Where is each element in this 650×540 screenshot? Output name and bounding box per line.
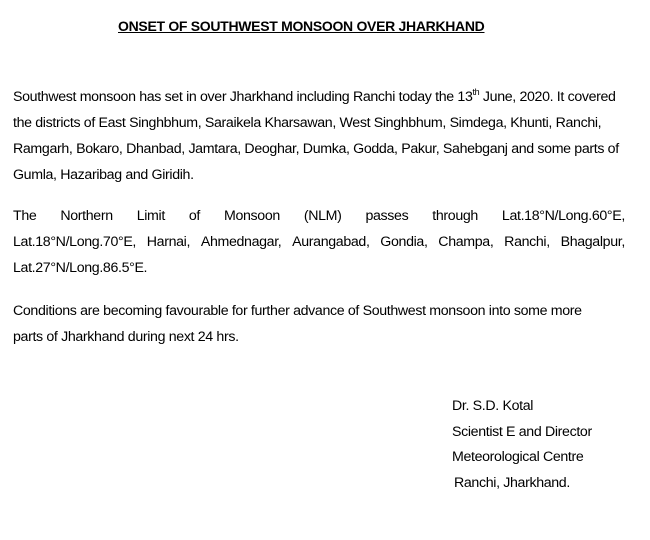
signature-block — [452, 394, 592, 496]
word: Aurangabad, — [292, 234, 370, 250]
text-segment: Southwest monsoon has set in over Jharkhand including Ranchi today the 13 — [13, 89, 473, 105]
word: Northern — [60, 208, 113, 224]
word: Harnai, — [146, 234, 191, 250]
word: Limit — [136, 208, 165, 224]
word: passes — [365, 208, 409, 224]
signatory-office: Meteorological Centre — [452, 449, 584, 465]
word: Lat.18°N/Long.70°E, — [13, 234, 137, 250]
word: Bhagalpur, — [560, 234, 625, 250]
word: Ranchi, — [504, 234, 550, 250]
word: Champa, — [438, 234, 494, 250]
text-segment: June, 2020. It covered — [479, 89, 616, 105]
word: of — [188, 208, 201, 224]
signatory-name: Dr. S.D. Kotal — [452, 398, 534, 414]
paragraph-line: parts of Jharkhand during next 24 hrs. — [13, 329, 239, 345]
word: The — [13, 208, 37, 224]
paragraph-conditions — [13, 298, 625, 350]
superscript: th — [472, 87, 480, 97]
paragraph-line: Ramgarh, Bokaro, Dhanbad, Jamtara, Deoghar, Dumka, Godda, Pakur, Sahebganj and some parts of — [13, 141, 619, 157]
document-title: ONSET OF SOUTHWEST MONSOON OVER JHARKHAND — [118, 18, 485, 34]
word: Gondia, — [380, 234, 428, 250]
paragraph-onset — [13, 84, 625, 188]
paragraph-line: Conditions are becoming favourable for further advance of Southwest monsoon into some more — [13, 303, 582, 319]
signatory-designation: Scientist E and Director — [452, 423, 592, 440]
paragraph-line-justified — [13, 203, 625, 229]
word: Monsoon — [223, 208, 280, 224]
paragraph-nlm — [13, 203, 625, 281]
paragraph-line: Gumla, Hazaribag and Giridih. — [13, 167, 194, 183]
signatory-location: Ranchi, Jharkhand. — [454, 474, 570, 491]
word: (NLM) — [303, 208, 342, 224]
word: through — [432, 208, 478, 224]
paragraph-line — [13, 84, 625, 110]
paragraph-line: Lat.27°N/Long.86.5°E. — [13, 260, 148, 276]
word: Lat.18°N/Long.60°E, — [501, 208, 625, 224]
word: Ahmednagar, — [200, 234, 282, 250]
paragraph-line: the districts of East Singhbhum, Saraikela Kharsawan, West Singhbhum, Simdega, Khunti, Ranchi, — [13, 115, 602, 131]
paragraph-line-justified — [13, 229, 625, 255]
